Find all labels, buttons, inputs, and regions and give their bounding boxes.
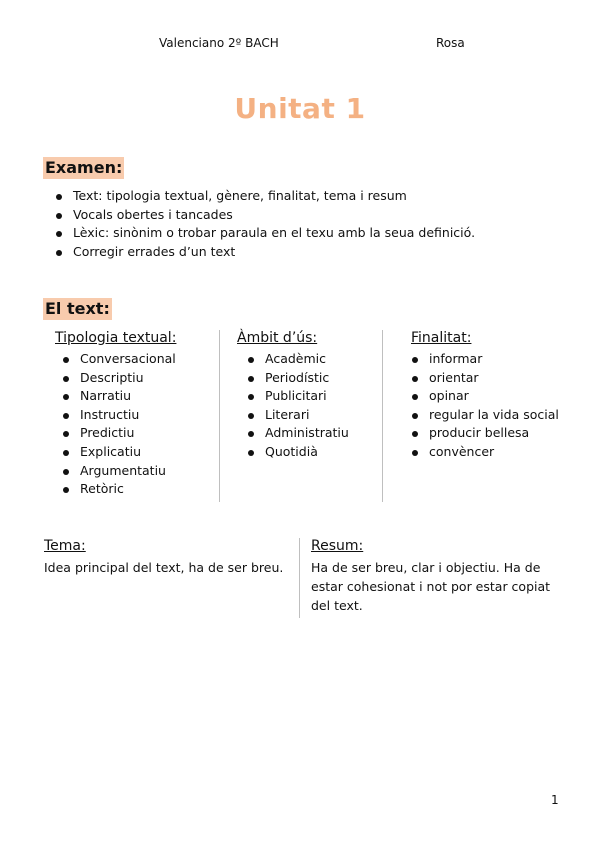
tema-body: Idea principal del text, ha de ser breu. — [44, 560, 284, 575]
list-item: Acadèmic — [247, 350, 349, 369]
list-item: Instructiu — [62, 406, 176, 425]
column-divider — [382, 330, 383, 502]
list-item: Corregir errades d’un text — [55, 243, 475, 262]
list-item: Vocals obertes i tancades — [55, 206, 475, 225]
list-item: regular la vida social — [411, 406, 559, 425]
list-item: opinar — [411, 387, 559, 406]
examen-list — [55, 187, 475, 261]
column-divider — [219, 330, 220, 502]
list-item: Publicitari — [247, 387, 349, 406]
page-title: Unitat 1 — [234, 92, 366, 125]
list-item: producir bellesa — [411, 424, 559, 443]
list-item: Descriptiu — [62, 369, 176, 388]
tema-heading: Tema: — [44, 538, 86, 554]
list-item: informar — [411, 350, 559, 369]
resum-line: estar cohesionat i not por estar copiat — [311, 579, 551, 594]
list-item: orientar — [411, 369, 559, 388]
resum-line: Ha de ser breu, clar i objectiu. Ha de — [311, 560, 541, 575]
examen-heading: Examen: — [45, 158, 123, 177]
finalitat-list — [411, 350, 559, 462]
ambit-list — [247, 350, 349, 462]
list-item: Predictiu — [62, 424, 176, 443]
list-item: Administratiu — [247, 424, 349, 443]
header-right: Rosa — [436, 36, 465, 50]
list-item: Quotidià — [247, 443, 349, 462]
list-item: Argumentatiu — [62, 462, 176, 481]
list-item: Lèxic: sinònim o trobar paraula en el texu amb la seua definició. — [55, 224, 475, 243]
list-item: Narratiu — [62, 387, 176, 406]
list-item: Conversacional — [62, 350, 176, 369]
header-left: Valenciano 2º BACH — [159, 36, 279, 50]
el-text-heading: El text: — [45, 299, 110, 318]
list-item: convèncer — [411, 443, 559, 462]
finalitat-heading: Finalitat: — [411, 330, 472, 346]
list-item: Literari — [247, 406, 349, 425]
list-item: Retòric — [62, 480, 176, 499]
tipologia-heading: Tipologia textual: — [55, 330, 177, 346]
resum-heading: Resum: — [311, 538, 364, 554]
list-item: Periodístic — [247, 369, 349, 388]
column-divider — [299, 538, 300, 618]
page-number: 1 — [551, 793, 559, 807]
tipologia-list — [62, 350, 176, 499]
list-item: Explicatiu — [62, 443, 176, 462]
resum-line: del text. — [311, 598, 363, 613]
ambit-heading: Àmbit d’ús: — [237, 330, 318, 346]
resum-body — [311, 558, 571, 615]
list-item: Text: tipologia textual, gènere, finalitat, tema i resum — [55, 187, 475, 206]
